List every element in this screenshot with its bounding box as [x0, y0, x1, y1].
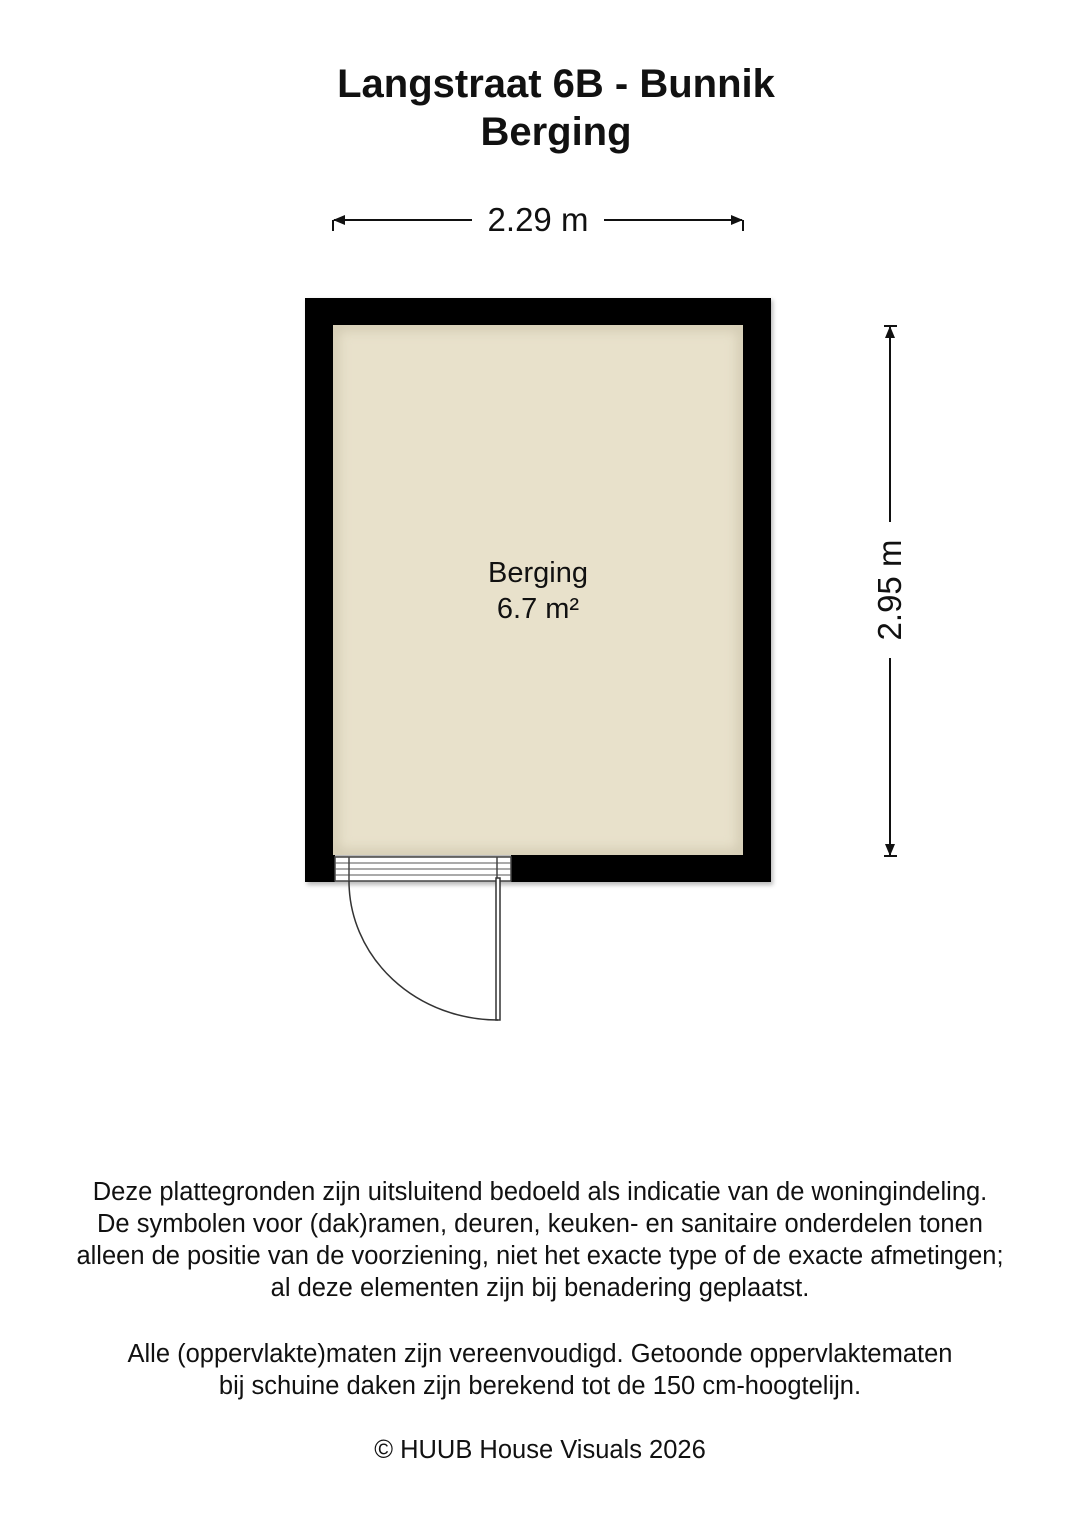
plan-title: Langstraat 6B - Bunnik	[337, 62, 775, 106]
plan-subtitle: Berging	[480, 110, 632, 154]
disclaimer-line: al deze elementen zijn bij benadering geplaatst.	[270, 1274, 810, 1302]
door-frame	[335, 857, 511, 881]
room-floor	[333, 325, 743, 855]
disclaimer-line: Alle (oppervlakte)maten zijn vereenvoudigd. Getoonde oppervlaktematen	[127, 1340, 953, 1368]
room-area-label: 6.7 m²	[496, 593, 580, 625]
room-name-label: Berging	[488, 557, 588, 589]
disclaimer-line: De symbolen voor (dak)ramen, deuren, keuken- en sanitaire onderdelen tonen	[97, 1210, 983, 1238]
disclaimer-line: bij schuine daken zijn berekend tot de 150 cm-hoogtelijn.	[218, 1372, 862, 1400]
copyright-notice: © HUUB House Visuals 2026	[374, 1436, 706, 1464]
height-dimension-label: 2.95 m	[870, 528, 910, 652]
width-dimension-label: 2.29 m	[476, 200, 600, 240]
disclaimer-line: Deze plattegronden zijn uitsluitend bedoeld als indicatie van de woningindeling.	[92, 1178, 988, 1206]
disclaimer-line: alleen de positie van de voorziening, niet het exacte type of de exacte afmetingen;	[76, 1242, 1004, 1270]
door-swing	[349, 878, 500, 1020]
